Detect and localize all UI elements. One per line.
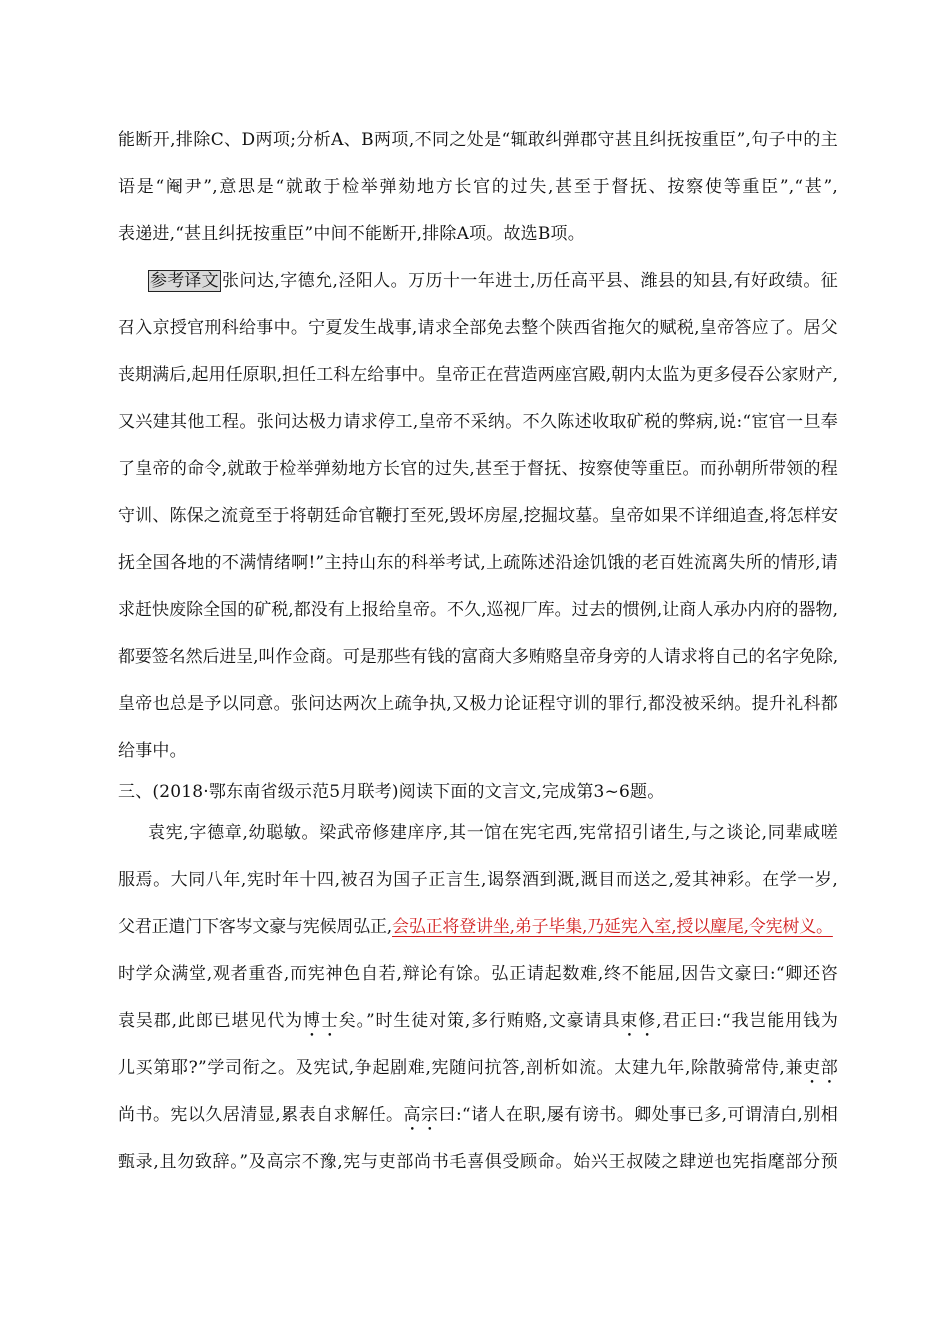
passage-text: 曰:“诸人在职,屡有谤书。卿处事已多,可谓清白,别相 — [438, 1105, 838, 1125]
explanation-line: 语是“阉尹”,意思是“就敢于检举弹劾地方长官的过失,甚至于督抚、按察使等重臣”,“甚”, — [118, 177, 838, 197]
passage-text: 矣。”时生徒对策,多行贿赂,文豪请具 — [338, 1011, 621, 1031]
dotted-term: 高宗 — [403, 1105, 439, 1125]
dotted-term: 吏部 — [803, 1058, 838, 1078]
passage-text: 尚书。宪以久居清显,累表自求解任。 — [118, 1105, 404, 1125]
passage-text: 袁吴郡,此郎已堪见代为 — [118, 1011, 303, 1031]
translation-line — [148, 261, 838, 301]
translation-line: 抚全国各地的不满情绪啊!”主持山东的科举考试,上疏陈述沿途饥饿的老百姓流离失所的情形,请 — [118, 553, 838, 573]
translation-line: 给事中。 — [118, 741, 187, 761]
translation-line: 又兴建其他工程。张问达极力请求停工,皇帝不采纳。不久陈述收取矿税的弊病,说:“宦官一旦奉 — [118, 412, 838, 432]
question-heading: 三、(2018·鄂东南省级示范5月联考)阅读下面的文言文,完成第3~6题。 — [118, 782, 665, 802]
explanation-line: 表递进,“甚且纠抚按重臣”中间不能断开,排除A项。故选B项。 — [118, 224, 585, 244]
passage-line — [118, 907, 838, 947]
translation-line: 都要签名然后进呈,叫作佥商。可是那些有钱的富商大多贿赂皇帝身旁的人请求将自己的名字免除, — [118, 647, 838, 667]
explanation-line: 能断开,排除C、D两项;分析A、B两项,不同之处是“辄敢纠弹郡守甚且纠抚按重臣”,句子中的主 — [118, 130, 838, 150]
translation-line: 召入京授官刑科给事中。宁夏发生战事,请求全部免去整个陕西省拖欠的赋税,皇帝答应了。居父 — [118, 318, 838, 338]
passage-line: 袁宪,字德章,幼聪敏。梁武帝修建庠序,其一馆在宪宅西,宪常招引诸生,与之谈论,同辈咸嗟 — [148, 823, 838, 843]
reference-translation-tag: 参考译文 — [150, 271, 219, 291]
passage-line — [118, 1001, 838, 1041]
translation-line: 守训、陈保之流竟至于将朝廷命官鞭打至死,毁坏房屋,挖掘坟墓。皇帝如果不详细追查,将怎样安 — [118, 506, 838, 526]
translation-line: 丧期满后,起用任原职,担任工科左给事中。皇帝正在营造两座宫殿,朝内太监为更多侵吞公家财产, — [118, 365, 838, 385]
passage-line: 时学众满堂,观者重沓,而宪神色自若,辩论有馀。弘正请起数难,终不能屈,因告文豪曰:“卿还咨 — [118, 964, 838, 984]
translation-text: 张问达,字德允,泾阳人。万历十一年进士,历任高平县、潍县的知县,有好政绩。征 — [221, 271, 838, 291]
translation-line: 了皇帝的命令,就敢于检举弹劾地方长官的过失,甚至于督抚、按察使等重臣。而孙朝所带领的程 — [118, 459, 838, 479]
passage-line: 甄录,且勿致辞。”及高宗不豫,宪与吏部尚书毛喜俱受顾命。始兴王叔陵之肆逆也宪指麾部分预 — [118, 1152, 838, 1172]
passage-text: ,君正曰:“我岂能用钱为 — [656, 1011, 839, 1031]
translation-line: 求赶快废除全国的矿税,都没有上报给皇帝。不久,巡视厂库。过去的惯例,让商人承办内府的器物, — [118, 600, 838, 620]
passage-line — [118, 1095, 838, 1135]
translation-line: 皇帝也总是予以同意。张问达两次上疏争执,又极力论证程守训的罪行,都没被采纳。提升礼科都 — [118, 694, 838, 714]
passage-text: 父君正遣门下客岑文豪与宪候周弘正, — [118, 917, 393, 937]
dotted-term: 博士 — [302, 1011, 339, 1031]
passage-line: 服焉。大同八年,宪时年十四,被召为国子正言生,谒祭酒到溉,溉目而送之,爱其神彩。在学一岁, — [118, 870, 838, 890]
underlined-sentence: 会弘正将登讲坐,弟子毕集,乃延宪入室,授以麈尾,令宪树义。 — [392, 917, 833, 937]
dotted-term: 束修 — [620, 1011, 657, 1031]
passage-line — [118, 1048, 838, 1088]
passage-text: 儿买第耶?”学司衔之。及宪试,争起剧难,宪随问抗答,剖析如流。太建九年,除散骑常侍,兼 — [118, 1058, 804, 1078]
